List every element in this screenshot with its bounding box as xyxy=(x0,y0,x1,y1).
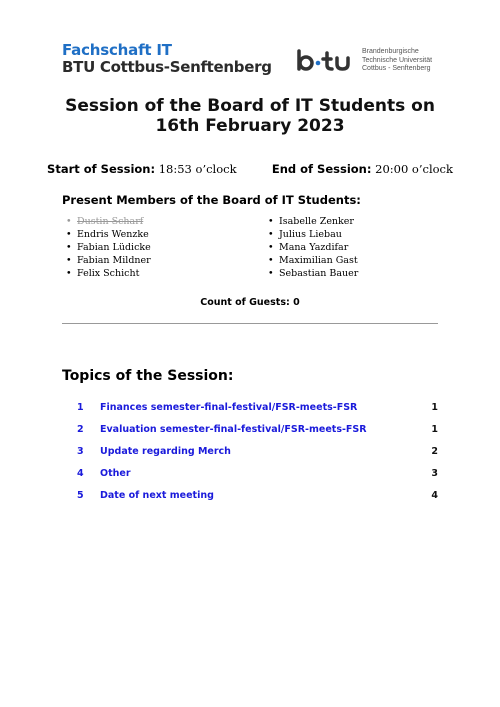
toc-page-number: 4 xyxy=(431,490,438,501)
btu-logo-mark xyxy=(296,48,356,74)
bullet-icon: • xyxy=(268,255,274,266)
member-name: Isabelle Zenker xyxy=(279,216,354,227)
member-item xyxy=(66,241,151,254)
toc-entry[interactable] xyxy=(62,468,438,490)
member-item xyxy=(268,254,358,267)
member-name: Dustin Scharf xyxy=(77,216,144,227)
toc-link[interactable]: Other xyxy=(100,468,131,479)
guest-count: Count of Guests: 0 xyxy=(200,297,300,308)
btu-logo-text xyxy=(362,48,432,73)
toc-entry[interactable] xyxy=(62,402,438,424)
bullet-icon: • xyxy=(66,268,72,279)
toc-link[interactable]: Update regarding Merch xyxy=(100,446,231,457)
members-list-right xyxy=(268,215,358,280)
toc-number[interactable]: 3 xyxy=(77,446,84,457)
end-label: End of Session: xyxy=(271,162,372,176)
bullet-icon: • xyxy=(268,229,274,240)
toc-number[interactable]: 1 xyxy=(77,402,84,413)
topics-table-of-contents xyxy=(62,402,438,512)
section-divider xyxy=(62,323,438,324)
toc-page-number: 3 xyxy=(431,468,438,479)
start-value: 18:53 o’clock xyxy=(158,162,237,176)
bullet-icon: • xyxy=(66,255,72,266)
org-name-line1: Fachschaft IT xyxy=(62,41,172,59)
member-name: Fabian Lüdicke xyxy=(77,242,151,253)
bullet-icon: • xyxy=(66,242,72,253)
toc-link[interactable]: Evaluation semester-final-festival/FSR-meets-FSR xyxy=(100,424,367,435)
title-line1: Session of the Board of IT Students on xyxy=(65,96,435,116)
member-item xyxy=(66,267,151,280)
btu-logo xyxy=(296,48,432,74)
toc-entry[interactable] xyxy=(62,424,438,446)
bullet-icon: • xyxy=(66,229,72,240)
bullet-icon: • xyxy=(268,242,274,253)
start-label: Start of Session: xyxy=(47,162,156,176)
bullet-icon: • xyxy=(268,216,274,227)
toc-link[interactable]: Date of next meeting xyxy=(100,490,214,501)
member-item xyxy=(268,267,358,280)
toc-link[interactable]: Finances semester-final-festival/FSR-meets-FSR xyxy=(100,402,358,413)
member-item xyxy=(66,228,151,241)
member-name: Julius Liebau xyxy=(279,229,342,240)
bullet-icon: • xyxy=(268,268,274,279)
member-name: Felix Schicht xyxy=(77,268,140,279)
toc-page-number: 1 xyxy=(431,424,438,435)
member-item xyxy=(268,215,358,228)
member-name: Fabian Mildner xyxy=(77,255,151,266)
org-name-line2: BTU Cottbus-Senftenberg xyxy=(62,58,272,77)
member-name: Sebastian Bauer xyxy=(279,268,359,279)
logo-line3: Cottbus - Senftenberg xyxy=(362,65,431,73)
toc-page-number: 1 xyxy=(431,402,438,413)
session-times xyxy=(0,162,500,176)
logo-line1: Brandenburgische xyxy=(362,48,419,56)
topics-heading: Topics of the Session: xyxy=(62,368,234,384)
member-name: Mana Yazdifar xyxy=(279,242,349,253)
members-list-left xyxy=(66,215,151,280)
page-title xyxy=(0,96,500,137)
org-name-block xyxy=(62,42,272,77)
logo-line2: Technische Universität xyxy=(362,56,433,64)
toc-number[interactable]: 4 xyxy=(77,468,84,479)
member-name: Maximilian Gast xyxy=(279,255,358,266)
toc-page-number: 2 xyxy=(431,446,438,457)
member-item xyxy=(66,215,151,228)
toc-entry[interactable] xyxy=(62,490,438,512)
toc-number[interactable]: 5 xyxy=(77,490,84,501)
bullet-icon: • xyxy=(66,216,72,227)
members-heading: Present Members of the Board of IT Students: xyxy=(62,193,361,207)
member-item xyxy=(66,254,151,267)
member-name: Endris Wenzke xyxy=(77,229,149,240)
member-item xyxy=(268,241,358,254)
toc-number[interactable]: 2 xyxy=(77,424,84,435)
toc-entry[interactable] xyxy=(62,446,438,468)
title-line2: 16th February 2023 xyxy=(155,116,345,137)
member-item xyxy=(268,228,358,241)
end-value: 20:00 o’clock xyxy=(375,162,453,176)
